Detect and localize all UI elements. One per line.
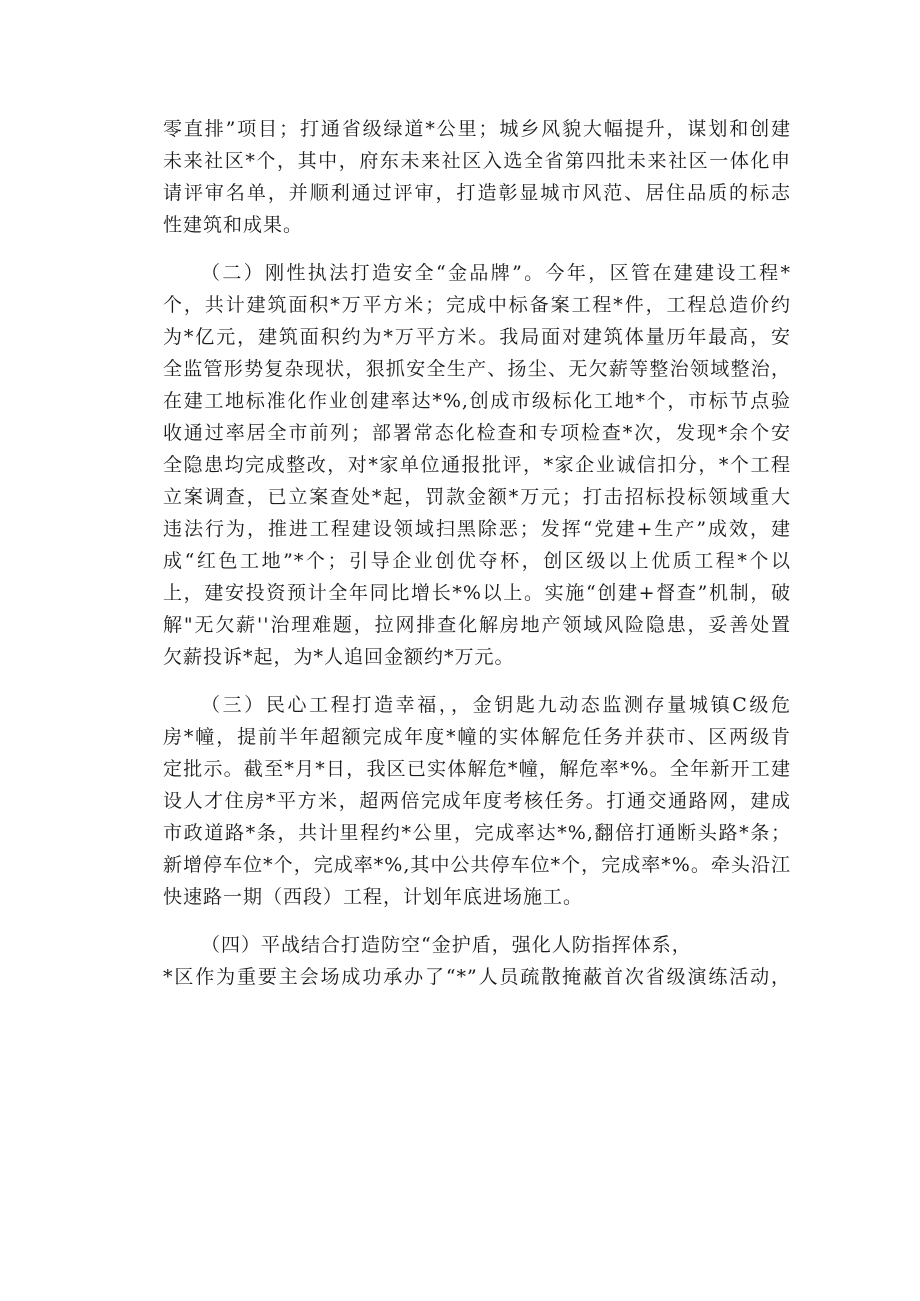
text-line: 为*亿元，建筑面积约为*万平方米。我局面对建筑体量历年最高，安 xyxy=(163,326,791,348)
text-line: 新增停车位*个，完成率*%,其中公共停车位*个，完成率*%。牵头沿江 xyxy=(163,854,791,876)
text-line: 违法行为，推进工程建设领域扫黑除恶；发挥“党建+生产”成效，建 xyxy=(163,518,791,540)
paragraph-2-safety-enforcement xyxy=(163,257,791,673)
text-line: 欠薪投诉*起，为*人追回金额约*万元。 xyxy=(163,646,515,668)
text-line: 全隐患均完成整改，对*家单位通报批评，*家企业诚信扣分，*个工程 xyxy=(163,454,791,476)
text-line: 上，建安投资预计全年同比增长*%以上。实施“创建+督查”机制，破 xyxy=(163,582,791,604)
text-line: 市政道路*条，共计里程约*公里，完成率达*%,翻倍打通断头路*条； xyxy=(163,822,791,844)
text-line: 成“红色工地”*个；引导企业创优夺杯，创区级以上优质工程*个以 xyxy=(163,550,791,572)
paragraph-4-civil-air-defense xyxy=(163,929,791,993)
text-line: 房*幢，提前半年超额完成年度*幢的实体解危任务并获市、区两级肯 xyxy=(163,726,791,748)
text-line: 在建工地标准化作业创建率达*%,创成市级标化工地*个，市标节点验 xyxy=(163,390,791,412)
text-line: 性建筑和成果。 xyxy=(163,214,304,236)
paragraph-1-continuation xyxy=(163,113,791,241)
document-body xyxy=(163,113,791,1009)
text-line: 设人才住房*平方米，超两倍完成年度考核任务。打通交通路网，建成 xyxy=(163,790,791,812)
paragraph-heading-line: （三）民心工程打造幸福，，金钥匙九动态监测存量城镇C级危 xyxy=(201,694,791,716)
paragraph-3-livelihood-projects xyxy=(163,689,791,913)
text-line: 零直排”项目；打通省级绿道*公里；城乡风貌大幅提升，谋划和创建 xyxy=(163,118,791,140)
text-line: *区作为重要主会场成功承办了“*”人员疏散掩蔽首次省级演练活动， xyxy=(163,966,791,988)
text-line: 个，共计建筑面积*万平方米；完成中标备案工程*件，工程总造价约 xyxy=(163,294,791,316)
text-line: 全监管形势复杂现状，狠抓安全生产、扬尘、无欠薪等整治领域整治， xyxy=(163,358,791,380)
paragraph-heading-line: （四）平战结合打造防空“金护盾，强化人防指挥体系， xyxy=(201,934,692,956)
text-line: 未来社区*个，其中，府东未来社区入选全省第四批未来社区一体化申 xyxy=(163,150,791,172)
text-line: 解"无欠薪''治理难题，拉网排查化解房地产领域风险隐患，妥善处置 xyxy=(163,614,791,636)
text-line: 请评审名单，并顺利通过评审，打造彰显城市风范、居住品质的标志 xyxy=(163,182,791,204)
text-line: 收通过率居全市前列；部署常态化检查和专项检查*次，发现*余个安 xyxy=(163,422,791,444)
text-line: 立案调查，已立案查处*起，罚款金额*万元；打击招标投标领域重大 xyxy=(163,486,791,508)
text-line: 快速路一期（西段）工程，计划年底进场施工。 xyxy=(163,886,584,908)
paragraph-heading-line: （二）刚性执法打造安全“金品牌”。今年，区管在建建设工程* xyxy=(201,262,791,284)
text-line: 定批示。截至*月*日，我区已实体解危*幢，解危率*%。全年新开工建 xyxy=(163,758,791,780)
